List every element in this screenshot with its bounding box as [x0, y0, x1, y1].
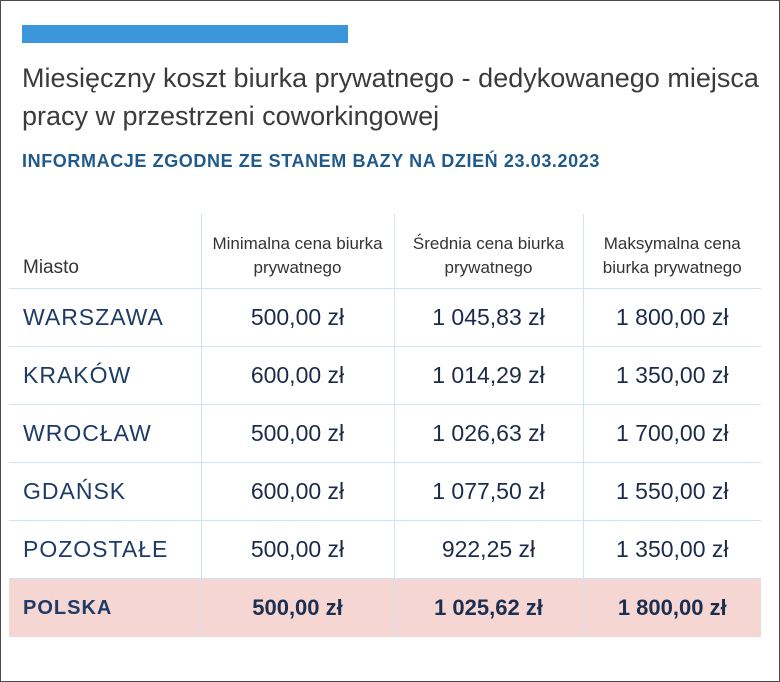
- column-header-min: Minimalna cena biurka prywatnego: [201, 214, 394, 289]
- chart-subtitle: INFORMACJE ZGODNE ZE STANEM BAZY NA DZIEŃ 23.03.2023: [22, 151, 600, 171]
- chart-title: Miesięczny koszt biurka prywatnego - dedykowanego miejsca pracy w przestrzeni coworkingowej: [22, 63, 759, 131]
- city-cell: WARSZAWA: [9, 289, 201, 347]
- avg-price-cell: 1 026,63 zł: [394, 405, 583, 463]
- table-row: [9, 289, 761, 347]
- total-city-cell: POLSKA: [9, 579, 201, 638]
- total-min-price-cell: 500,00 zł: [201, 579, 394, 638]
- table-row: [9, 521, 761, 579]
- max-price-cell: 1 350,00 zł: [583, 521, 761, 579]
- accent-bar: [22, 25, 348, 43]
- city-cell: KRAKÓW: [9, 347, 201, 405]
- max-price-cell: 1 350,00 zł: [583, 347, 761, 405]
- min-price-cell: 500,00 zł: [201, 405, 394, 463]
- table-row: [9, 347, 761, 405]
- city-cell: WROCŁAW: [9, 405, 201, 463]
- table-row: [9, 463, 761, 521]
- max-price-cell: 1 700,00 zł: [583, 405, 761, 463]
- column-header-city: Miasto: [9, 214, 201, 289]
- table-row: [9, 405, 761, 463]
- column-header-max: Maksymalna cena biurka prywatnego: [583, 214, 761, 289]
- city-cell: GDAŃSK: [9, 463, 201, 521]
- min-price-cell: 500,00 zł: [201, 521, 394, 579]
- total-avg-price-cell: 1 025,62 zł: [394, 579, 583, 638]
- table-header-row: [9, 214, 761, 289]
- avg-price-cell: 1 077,50 zł: [394, 463, 583, 521]
- price-table: [9, 214, 761, 637]
- total-row: [9, 579, 761, 638]
- min-price-cell: 500,00 zł: [201, 289, 394, 347]
- column-header-avg: Średnia cena biurka prywatnego: [394, 214, 583, 289]
- avg-price-cell: 1 045,83 zł: [394, 289, 583, 347]
- avg-price-cell: 922,25 zł: [394, 521, 583, 579]
- city-cell: POZOSTAŁE: [9, 521, 201, 579]
- min-price-cell: 600,00 zł: [201, 347, 394, 405]
- avg-price-cell: 1 014,29 zł: [394, 347, 583, 405]
- max-price-cell: 1 800,00 zł: [583, 289, 761, 347]
- total-max-price-cell: 1 800,00 zł: [583, 579, 761, 638]
- min-price-cell: 600,00 zł: [201, 463, 394, 521]
- max-price-cell: 1 550,00 zł: [583, 463, 761, 521]
